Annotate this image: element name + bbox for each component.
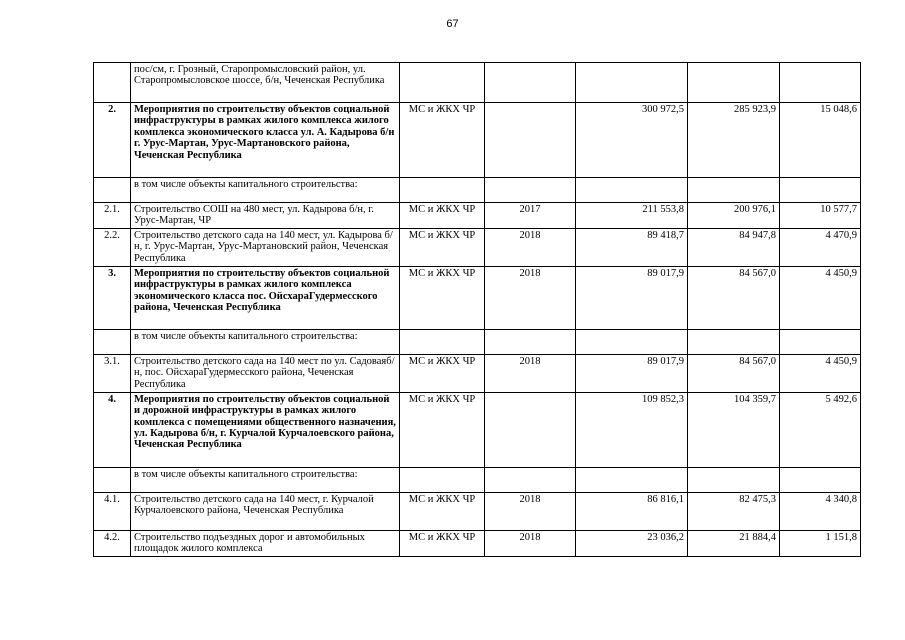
organization-cell: МС и ЖКХ ЧР	[400, 203, 485, 229]
row-number-cell: 2.2.	[94, 228, 131, 266]
table-body	[94, 63, 861, 557]
activity-name-cell: Строительство детского сада на 140 мест, г. Курчалой Курчалоевского района, Чеченская Республика	[131, 492, 400, 530]
row-number-cell: 3.	[94, 266, 131, 329]
activity-name-cell: Строительство СОШ на 480 мест, ул. Кадырова б/н, г. Урус-Мартан, ЧР	[131, 203, 400, 229]
total-amount-cell: 23 036,2	[576, 530, 688, 556]
republic-amount-cell: 4 470,9	[780, 228, 861, 266]
total-amount-cell: 89 017,9	[576, 266, 688, 329]
organization-cell	[400, 63, 485, 103]
organization-cell: МС и ЖКХ ЧР	[400, 530, 485, 556]
table-row	[94, 228, 861, 266]
row-number-cell	[94, 63, 131, 103]
total-amount-cell: 300 972,5	[576, 103, 688, 178]
federal-amount-cell	[688, 178, 780, 203]
republic-amount-cell	[780, 329, 861, 354]
table-row	[94, 329, 861, 354]
total-amount-cell	[576, 329, 688, 354]
row-number-cell: 4.2.	[94, 530, 131, 556]
program-table	[93, 62, 861, 557]
federal-amount-cell: 104 359,7	[688, 392, 780, 467]
federal-amount-cell	[688, 329, 780, 354]
table-row	[94, 354, 861, 392]
row-number-cell: 2.	[94, 103, 131, 178]
organization-cell: МС и ЖКХ ЧР	[400, 492, 485, 530]
table-row	[94, 63, 861, 103]
year-cell	[485, 63, 576, 103]
page-number: 67	[446, 18, 459, 30]
activity-name-cell: Строительство детского сада на 140 мест, ул. Кадырова б/н, г. Урус-Мартан, Урус-Мартановский район, Чеченская Республика	[131, 228, 400, 266]
federal-amount-cell: 84 567,0	[688, 354, 780, 392]
organization-cell: МС и ЖКХ ЧР	[400, 103, 485, 178]
row-number-cell	[94, 329, 131, 354]
row-number-cell	[94, 467, 131, 492]
republic-amount-cell	[780, 178, 861, 203]
organization-cell	[400, 329, 485, 354]
total-amount-cell: 89 418,7	[576, 228, 688, 266]
total-amount-cell: 109 852,3	[576, 392, 688, 467]
table-row	[94, 178, 861, 203]
table-row	[94, 530, 861, 556]
republic-amount-cell: 10 577,7	[780, 203, 861, 229]
total-amount-cell: 86 816,1	[576, 492, 688, 530]
organization-cell	[400, 178, 485, 203]
year-cell: 2018	[485, 266, 576, 329]
federal-amount-cell: 285 923,9	[688, 103, 780, 178]
federal-amount-cell: 84 947,8	[688, 228, 780, 266]
republic-amount-cell	[780, 63, 861, 103]
activity-name-cell: в том числе объекты капитального строительства:	[131, 467, 400, 492]
year-cell: 2018	[485, 530, 576, 556]
table-row	[94, 103, 861, 178]
republic-amount-cell: 4 340,8	[780, 492, 861, 530]
activity-name-cell: пос/см, г. Грозный, Старопромысловский район, ул. Старопромысловское шоссе, б/н, Чеченская Республика	[131, 63, 400, 103]
activity-name-cell: в том числе объекты капитального строительства:	[131, 329, 400, 354]
federal-amount-cell: 200 976,1	[688, 203, 780, 229]
activity-name-cell: Строительство детского сада на 140 мест по ул. Садоваяб/н, пос. ОйсхараГудермесского района, Чеченская Республика	[131, 354, 400, 392]
year-cell	[485, 103, 576, 178]
total-amount-cell	[576, 63, 688, 103]
republic-amount-cell: 15 048,6	[780, 103, 861, 178]
organization-cell: МС и ЖКХ ЧР	[400, 354, 485, 392]
activity-name-cell: Строительство подъездных дорог и автомобильных площадок жилого комплекса	[131, 530, 400, 556]
table-row	[94, 492, 861, 530]
federal-amount-cell	[688, 63, 780, 103]
organization-cell: МС и ЖКХ ЧР	[400, 228, 485, 266]
year-cell: 2018	[485, 354, 576, 392]
federal-amount-cell: 21 884,4	[688, 530, 780, 556]
republic-amount-cell: 4 450,9	[780, 354, 861, 392]
republic-amount-cell: 4 450,9	[780, 266, 861, 329]
federal-amount-cell	[688, 467, 780, 492]
year-cell	[485, 178, 576, 203]
organization-cell	[400, 467, 485, 492]
organization-cell: МС и ЖКХ ЧР	[400, 392, 485, 467]
year-cell: 2018	[485, 492, 576, 530]
row-number-cell: 2.1.	[94, 203, 131, 229]
year-cell: 2018	[485, 228, 576, 266]
row-number-cell: 3.1.	[94, 354, 131, 392]
table-row	[94, 203, 861, 229]
activity-name-cell: в том числе объекты капитального строительства:	[131, 178, 400, 203]
total-amount-cell	[576, 178, 688, 203]
year-cell	[485, 392, 576, 467]
table-row	[94, 266, 861, 329]
activity-name-cell: Мероприятия по строительству объектов социальной и дорожной инфраструктуры в рамках жилого комплекса с помещениями общественного назначения, ул. Кадырова б/н, г. Курчалой Курчалоевского района, Чеченская Республика	[131, 392, 400, 467]
total-amount-cell: 89 017,9	[576, 354, 688, 392]
republic-amount-cell: 5 492,6	[780, 392, 861, 467]
federal-amount-cell: 82 475,3	[688, 492, 780, 530]
row-number-cell	[94, 178, 131, 203]
activity-name-cell: Мероприятия по строительству объектов социальной инфраструктуры в рамках жилого комплекса жилого комплекса экономического класса ул. А. Кадырова б/н г. Урус-Мартан, Урус-Мартановского района, Чеченская Республика	[131, 103, 400, 178]
organization-cell: МС и ЖКХ ЧР	[400, 266, 485, 329]
total-amount-cell	[576, 467, 688, 492]
year-cell: 2017	[485, 203, 576, 229]
federal-amount-cell: 84 567,0	[688, 266, 780, 329]
activity-name-cell: Мероприятия по строительству объектов социальной инфраструктуры в рамках жилого комплекса экономического класса пос. ОйсхараГудермесского района, Чеченская Республика	[131, 266, 400, 329]
row-number-cell: 4.1.	[94, 492, 131, 530]
row-number-cell: 4.	[94, 392, 131, 467]
republic-amount-cell	[780, 467, 861, 492]
table-row	[94, 467, 861, 492]
year-cell	[485, 329, 576, 354]
republic-amount-cell: 1 151,8	[780, 530, 861, 556]
table-row	[94, 392, 861, 467]
year-cell	[485, 467, 576, 492]
total-amount-cell: 211 553,8	[576, 203, 688, 229]
